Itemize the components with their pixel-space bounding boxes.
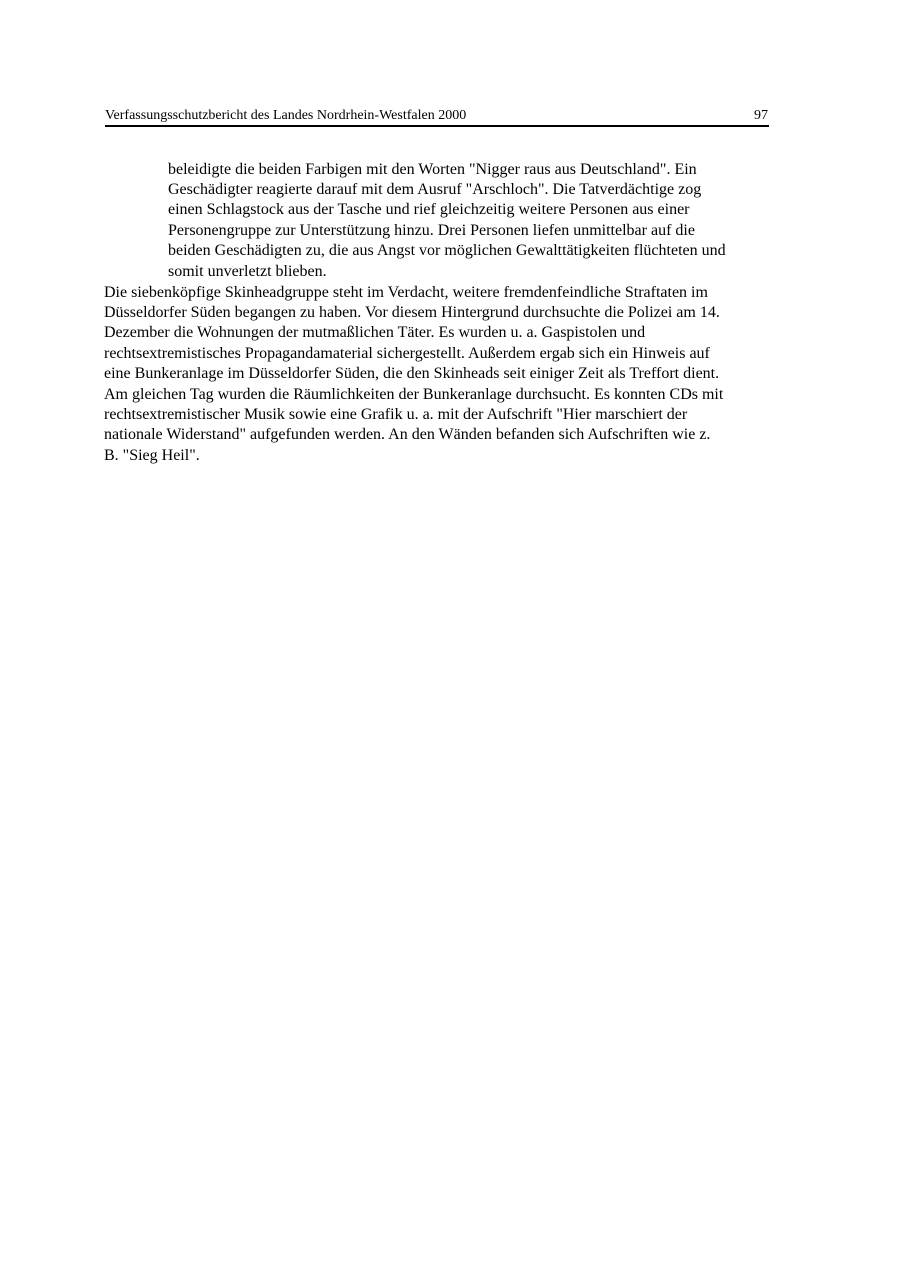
header-title: Verfassungsschutzbericht des Landes Nordrhein-Westfalen 2000	[105, 108, 467, 123]
quote-line: Geschädigter reagierte darauf mit dem Ausruf "Arschloch". Die Tatverdächtige zog	[168, 181, 702, 198]
paragraph-line: Düsseldorfer Süden begangen zu haben. Vor diesem Hintergrund durchsuchte die Polizei am 14.	[104, 304, 720, 321]
quote-line: Personengruppe zur Unterstützung hinzu. Drei Personen liefen unmittelbar auf die	[168, 222, 695, 239]
quote-line: beleidigte die beiden Farbigen mit den Worten "Nigger raus aus Deutschland". Ein	[168, 161, 697, 178]
paragraph-line: rechtsextremistisches Propagandamaterial sichergestellt. Außerdem ergab sich ein Hinweis auf	[104, 345, 710, 362]
paragraph-line: rechtsextremistischer Musik sowie eine Grafik u. a. mit der Aufschrift "Hier marschiert der	[104, 406, 688, 423]
paragraph-line: eine Bunkeranlage im Düsseldorfer Süden, die den Skinheads seit einiger Zeit als Treffort dient.	[104, 365, 720, 382]
page-header	[105, 106, 769, 127]
quote-line: somit unverletzt blieben.	[168, 263, 327, 280]
paragraph-line: B. "Sieg Heil".	[104, 447, 200, 464]
quote-line: einen Schlagstock aus der Tasche und rief gleichzeitig weitere Personen aus einer	[168, 201, 690, 218]
paragraph-line: Am gleichen Tag wurden die Räumlichkeiten der Bunkeranlage durchsucht. Es konnten CDs mit	[104, 386, 724, 403]
paragraph-line: Dezember die Wohnungen der mutmaßlichen Täter. Es wurden u. a. Gaspistolen und	[104, 324, 646, 341]
page-number: 97	[754, 108, 768, 123]
paragraph-line: Die siebenköpfige Skinheadgruppe steht im Verdacht, weitere fremdenfeindliche Straftaten im	[104, 284, 708, 301]
paragraph-line: nationale Widerstand" aufgefunden werden. An den Wänden befanden sich Aufschriften wie z.	[104, 426, 711, 443]
quote-line: beiden Geschädigten zu, die aus Angst vor möglichen Gewalttätigkeiten flüchteten und	[168, 242, 726, 259]
